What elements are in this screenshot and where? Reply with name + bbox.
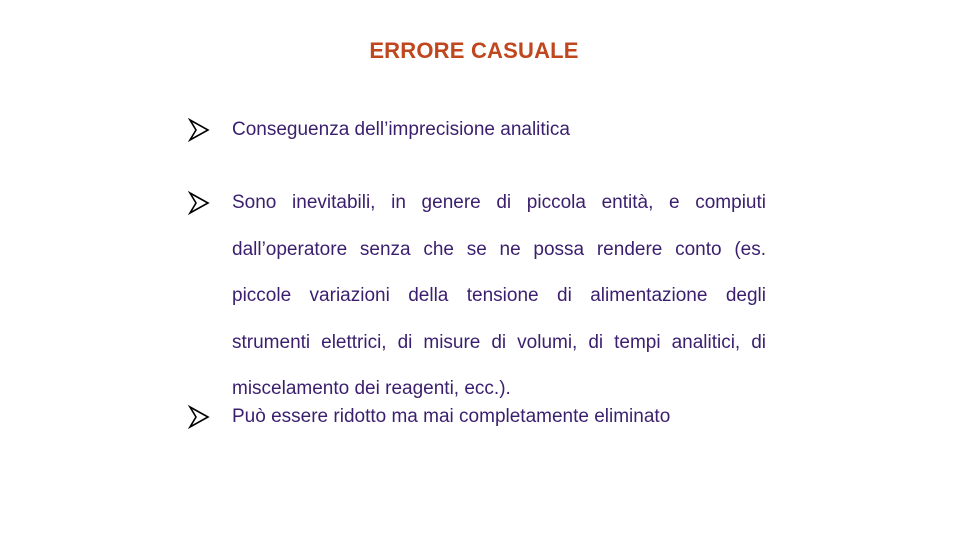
bullet-text: Sono inevitabili, in genere di piccola entità, e compiuti dall’operatore senza che se ne possa rendere conto (es. piccole variazioni della tensione di alimentazione degli strumenti elettrici, di misure di volumi, di tempi analitici, di miscelamento dei reagenti, ecc.). xyxy=(232,192,766,399)
bullet-text: Conseguenza dell’imprecisione analitica xyxy=(232,119,570,140)
arrowhead-bullet-icon xyxy=(188,118,210,142)
slide-title: ERRORE CASUALE xyxy=(369,38,579,63)
bullet-item xyxy=(188,118,778,142)
bullet-text: Può essere ridotto ma mai completamente eliminato xyxy=(232,406,671,427)
arrowhead-bullet-icon xyxy=(188,191,210,215)
bullet-item xyxy=(188,405,778,429)
bullet-item xyxy=(188,180,778,413)
arrowhead-bullet-icon xyxy=(188,405,210,429)
